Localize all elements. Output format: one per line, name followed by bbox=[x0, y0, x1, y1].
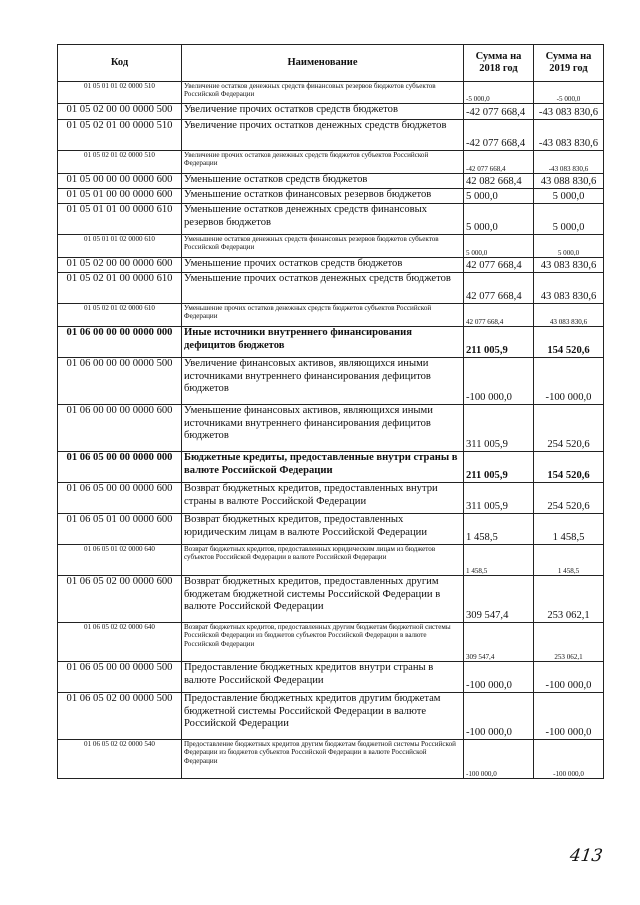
table-row bbox=[58, 82, 604, 104]
cell-code: 01 05 00 00 00 0000 600 bbox=[58, 174, 182, 189]
cell-name: Уменьшение прочих остатков средств бюджетов bbox=[182, 258, 464, 273]
cell-sum-2019: 5 000,0 bbox=[534, 204, 604, 235]
cell-code: 01 06 00 00 00 0000 500 bbox=[58, 358, 182, 405]
cell-sum-2018: 309 547,4 bbox=[464, 623, 534, 662]
cell-sum-2018: -100 000,0 bbox=[464, 662, 534, 693]
cell-name: Возврат бюджетных кредитов, предоставленных другим бюджетам бюджетной системы Российской Федерации из бюджетов субъектов Российской Федерации в валюте Российской Федерации bbox=[182, 623, 464, 662]
table-row bbox=[58, 740, 604, 779]
cell-code: 01 06 05 00 00 0000 000 bbox=[58, 452, 182, 483]
cell-code: 01 05 01 01 02 0000 610 bbox=[58, 235, 182, 258]
header-sum-2018: Сумма на 2018 год bbox=[464, 45, 534, 82]
cell-name: Предоставление бюджетных кредитов внутри страны в валюте Российской Федерации bbox=[182, 662, 464, 693]
cell-name: Предоставление бюджетных кредитов другим бюджетам бюджетной системы Российской Федерации из бюджетов субъектов Российской Федерации в валюте Российской Федерации bbox=[182, 740, 464, 779]
table-row bbox=[58, 623, 604, 662]
cell-sum-2019: 253 062,1 bbox=[534, 576, 604, 623]
cell-name: Возврат бюджетных кредитов, предоставленных другим бюджетам бюджетной системы Российской Федерации в валюте Российской Федерации bbox=[182, 576, 464, 623]
cell-name: Увеличение финансовых активов, являющихся иными источниками внутреннего финансирования дефицитов бюджетов bbox=[182, 358, 464, 405]
cell-sum-2018: 5 000,0 bbox=[464, 235, 534, 258]
cell-sum-2019: 154 520,6 bbox=[534, 452, 604, 483]
table-header-row bbox=[58, 45, 604, 82]
table-row bbox=[58, 693, 604, 740]
cell-sum-2019: 43 083 830,6 bbox=[534, 258, 604, 273]
cell-name: Уменьшение остатков денежных средств финансовых резервов бюджетов субъектов Российской Федерации bbox=[182, 235, 464, 258]
cell-sum-2018: 311 005,9 bbox=[464, 405, 534, 452]
cell-sum-2018: 42 077 668,4 bbox=[464, 273, 534, 304]
header-sum-2019: Сумма на 2019 год bbox=[534, 45, 604, 82]
cell-sum-2019: 5 000,0 bbox=[534, 189, 604, 204]
cell-sum-2018: 211 005,9 bbox=[464, 452, 534, 483]
page-number: 413 bbox=[568, 846, 604, 866]
cell-code: 01 06 00 00 00 0000 600 bbox=[58, 405, 182, 452]
cell-code: 01 06 05 02 00 0000 500 bbox=[58, 693, 182, 740]
cell-code: 01 05 01 00 00 0000 600 bbox=[58, 189, 182, 204]
cell-name: Возврат бюджетных кредитов, предоставленных юридическим лицам в валюте Российской Федерации bbox=[182, 514, 464, 545]
cell-sum-2018: -100 000,0 bbox=[464, 693, 534, 740]
cell-code: 01 06 00 00 00 0000 000 bbox=[58, 327, 182, 358]
cell-sum-2018: 1 458,5 bbox=[464, 514, 534, 545]
cell-name: Уменьшение остатков финансовых резервов бюджетов bbox=[182, 189, 464, 204]
cell-sum-2019: -43 083 830,6 bbox=[534, 151, 604, 174]
cell-code: 01 05 02 00 00 0000 600 bbox=[58, 258, 182, 273]
cell-sum-2018: 211 005,9 bbox=[464, 327, 534, 358]
cell-code: 01 05 02 00 00 0000 500 bbox=[58, 104, 182, 120]
cell-sum-2019: -5 000,0 bbox=[534, 82, 604, 104]
table-row bbox=[58, 358, 604, 405]
cell-sum-2019: -43 083 830,6 bbox=[534, 120, 604, 151]
cell-code: 01 06 05 02 02 0000 640 bbox=[58, 623, 182, 662]
cell-sum-2018: -100 000,0 bbox=[464, 740, 534, 779]
table-row bbox=[58, 405, 604, 452]
table-row bbox=[58, 304, 604, 327]
cell-sum-2018: -100 000,0 bbox=[464, 358, 534, 405]
cell-code: 01 05 02 01 00 0000 610 bbox=[58, 273, 182, 304]
cell-sum-2018: -42 077 668,4 bbox=[464, 120, 534, 151]
table-row bbox=[58, 662, 604, 693]
cell-sum-2018: 5 000,0 bbox=[464, 189, 534, 204]
cell-sum-2019: 43 083 830,6 bbox=[534, 304, 604, 327]
cell-sum-2019: 1 458,5 bbox=[534, 545, 604, 576]
cell-sum-2018: -5 000,0 bbox=[464, 82, 534, 104]
table-row bbox=[58, 483, 604, 514]
cell-sum-2018: 42 077 668,4 bbox=[464, 258, 534, 273]
cell-name: Бюджетные кредиты, предоставленные внутри страны в валюте Российской Федерации bbox=[182, 452, 464, 483]
table-row bbox=[58, 545, 604, 576]
header-code: Код bbox=[58, 45, 182, 82]
cell-name: Уменьшение остатков средств бюджетов bbox=[182, 174, 464, 189]
table-row bbox=[58, 189, 604, 204]
table-row bbox=[58, 204, 604, 235]
table-row bbox=[58, 235, 604, 258]
cell-sum-2019: -100 000,0 bbox=[534, 693, 604, 740]
cell-code: 01 06 05 00 00 0000 600 bbox=[58, 483, 182, 514]
cell-code: 01 06 05 01 02 0000 640 bbox=[58, 545, 182, 576]
cell-sum-2019: 5 000,0 bbox=[534, 235, 604, 258]
cell-sum-2019: 43 088 830,6 bbox=[534, 174, 604, 189]
table-row bbox=[58, 273, 604, 304]
cell-name: Уменьшение остатков денежных средств финансовых резервов бюджетов bbox=[182, 204, 464, 235]
cell-sum-2019: -100 000,0 bbox=[534, 740, 604, 779]
cell-sum-2018: 42 082 668,4 bbox=[464, 174, 534, 189]
cell-sum-2019: -100 000,0 bbox=[534, 358, 604, 405]
cell-name: Увеличение прочих остатков денежных средств бюджетов субъектов Российской Федерации bbox=[182, 151, 464, 174]
table-row bbox=[58, 452, 604, 483]
cell-sum-2019: 43 083 830,6 bbox=[534, 273, 604, 304]
cell-code: 01 05 02 01 02 0000 610 bbox=[58, 304, 182, 327]
table-row bbox=[58, 576, 604, 623]
cell-code: 01 05 01 01 02 0000 510 bbox=[58, 82, 182, 104]
cell-name: Возврат бюджетных кредитов, предоставленных юридическим лицам из бюджетов субъектов Российской Федерации в валюте Российской Федерации bbox=[182, 545, 464, 576]
cell-name: Увеличение остатков денежных средств финансовых резервов бюджетов субъектов Российской Федерации bbox=[182, 82, 464, 104]
cell-name: Уменьшение прочих остатков денежных средств бюджетов субъектов Российской Федерации bbox=[182, 304, 464, 327]
cell-sum-2018: 309 547,4 bbox=[464, 576, 534, 623]
cell-code: 01 05 01 01 00 0000 610 bbox=[58, 204, 182, 235]
cell-code: 01 06 05 02 02 0000 540 bbox=[58, 740, 182, 779]
cell-sum-2019: 253 062,1 bbox=[534, 623, 604, 662]
table-row bbox=[58, 327, 604, 358]
table-row bbox=[58, 120, 604, 151]
cell-sum-2018: -42 077 668,4 bbox=[464, 104, 534, 120]
cell-name: Возврат бюджетных кредитов, предоставленных внутри страны в валюте Российской Федерации bbox=[182, 483, 464, 514]
table-row bbox=[58, 174, 604, 189]
cell-sum-2018: 1 458,5 bbox=[464, 545, 534, 576]
cell-sum-2019: 254 520,6 bbox=[534, 405, 604, 452]
table-row bbox=[58, 258, 604, 273]
table-body bbox=[58, 82, 604, 779]
cell-name: Увеличение прочих остатков средств бюджетов bbox=[182, 104, 464, 120]
budget-sources-table bbox=[57, 44, 604, 779]
table-row bbox=[58, 104, 604, 120]
cell-sum-2019: 154 520,6 bbox=[534, 327, 604, 358]
table-row bbox=[58, 151, 604, 174]
cell-name: Иные источники внутреннего финансирования дефицитов бюджетов bbox=[182, 327, 464, 358]
cell-sum-2018: 5 000,0 bbox=[464, 204, 534, 235]
cell-sum-2019: -43 083 830,6 bbox=[534, 104, 604, 120]
cell-code: 01 06 05 01 00 0000 600 bbox=[58, 514, 182, 545]
cell-code: 01 05 02 01 00 0000 510 bbox=[58, 120, 182, 151]
cell-sum-2019: 254 520,6 bbox=[534, 483, 604, 514]
cell-sum-2018: 311 005,9 bbox=[464, 483, 534, 514]
cell-sum-2018: 42 077 668,4 bbox=[464, 304, 534, 327]
cell-name: Уменьшение прочих остатков денежных средств бюджетов bbox=[182, 273, 464, 304]
cell-code: 01 06 05 00 00 0000 500 bbox=[58, 662, 182, 693]
cell-name: Предоставление бюджетных кредитов другим бюджетам бюджетной системы Российской Федерации в валюте Российской Федерации bbox=[182, 693, 464, 740]
cell-code: 01 05 02 01 02 0000 510 bbox=[58, 151, 182, 174]
cell-name: Уменьшение финансовых активов, являющихся иными источниками внутреннего финансирования дефицитов бюджетов bbox=[182, 405, 464, 452]
cell-sum-2019: -100 000,0 bbox=[534, 662, 604, 693]
cell-sum-2018: -42 077 668,4 bbox=[464, 151, 534, 174]
header-name: Наименование bbox=[182, 45, 464, 82]
cell-code: 01 06 05 02 00 0000 600 bbox=[58, 576, 182, 623]
cell-sum-2019: 1 458,5 bbox=[534, 514, 604, 545]
table-row bbox=[58, 514, 604, 545]
cell-name: Увеличение прочих остатков денежных средств бюджетов bbox=[182, 120, 464, 151]
